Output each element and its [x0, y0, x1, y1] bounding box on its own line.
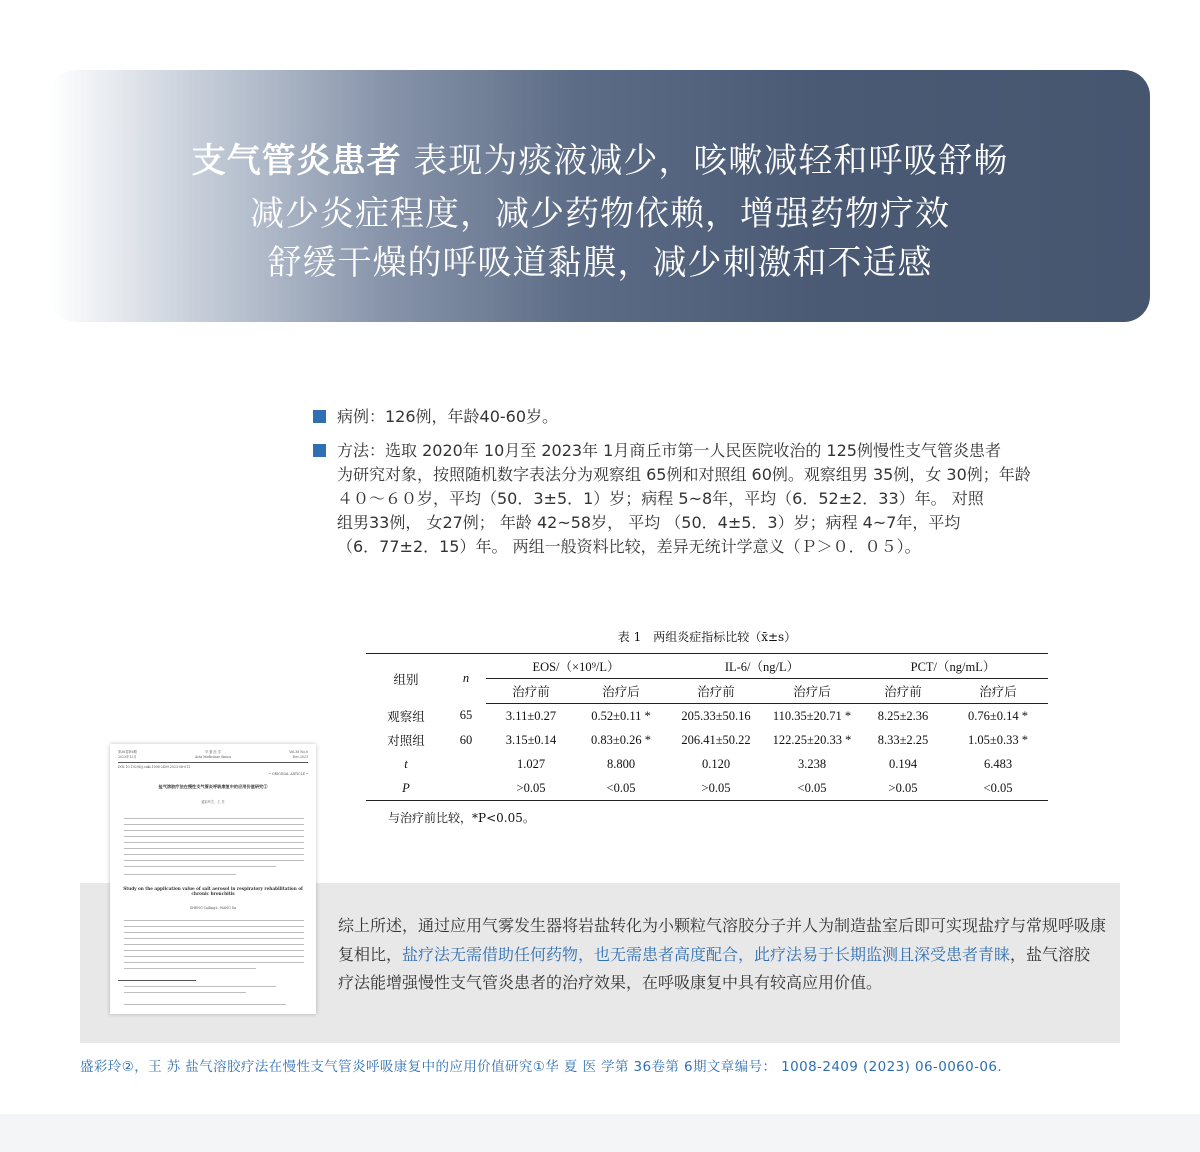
- table-row: [366, 776, 1048, 801]
- paper-header-right: Vol.36 No.6 Dec.2023: [289, 750, 308, 759]
- study-info: [313, 405, 1133, 569]
- table-caption: 表 1 两组炎症指标比较（x̄±s）: [617, 630, 797, 644]
- paper-text-line: [124, 860, 304, 861]
- banner-line-1: [0, 133, 1200, 182]
- cell: >0.05: [858, 776, 948, 801]
- paper-text-line: [124, 926, 304, 927]
- paper-text-line: [124, 866, 276, 867]
- subheader-after: 治疗后: [948, 679, 1048, 704]
- cell: 60: [459, 732, 473, 747]
- cell: 8.800: [606, 756, 636, 771]
- bullet-cases: [313, 405, 1133, 429]
- paper-text-line: [124, 874, 236, 875]
- cell: <0.05: [948, 776, 1048, 801]
- table-row: [366, 728, 1048, 752]
- cell: <0.05: [576, 776, 666, 801]
- paper-text-line: [124, 836, 304, 837]
- paper-text-line: [124, 962, 304, 963]
- cell: 0.83±0.26 *: [591, 732, 651, 747]
- subheader-before: 治疗前: [666, 679, 766, 704]
- header-il6: IL-6/（ng/L）: [666, 654, 858, 679]
- header-pct: PCT/（ng/mL）: [858, 654, 1048, 679]
- cell: 0.76±0.14 *: [968, 708, 1028, 723]
- paper-text-line: [124, 854, 304, 855]
- table-row: [366, 704, 1048, 729]
- paper-text-line: [124, 824, 304, 825]
- square-bullet-icon: [313, 444, 326, 457]
- header-group: 组别: [366, 654, 446, 704]
- paper-rule: [118, 980, 196, 981]
- paper-text-line: [124, 830, 304, 831]
- cell: <0.05: [766, 776, 858, 801]
- header-n: n: [446, 654, 486, 704]
- paper-text-line: [124, 920, 304, 921]
- paper-text-line: [124, 818, 304, 819]
- cell: 3.15±0.14: [505, 732, 557, 747]
- paper-text-line: [124, 944, 304, 945]
- subheader-after: 治疗后: [576, 679, 666, 704]
- cell: 3.11±0.27: [505, 708, 557, 723]
- paper-text-line: [124, 842, 304, 843]
- paper-text-line: [124, 932, 304, 933]
- paper-text-line: [124, 956, 304, 957]
- paper-text-line: [124, 950, 304, 951]
- cell: >0.05: [486, 776, 576, 801]
- cell: 65: [459, 708, 473, 723]
- summary-text: [338, 912, 1106, 998]
- citation: 盛彩玲②，王 苏 盐气溶胶疗法在慢性支气管炎呼吸康复中的应用价值研究①华 夏 医 学第 36卷第 6期文章编号： 1008-2409 (2023) 06-0060-06.: [80, 1059, 1003, 1075]
- stats-table: [366, 653, 1048, 801]
- paper-text-line: [124, 986, 276, 987]
- paper-text-line: [124, 992, 246, 993]
- paper-en-title: Study on the application value of salt aerosol in respiratory rehabilitation of chronic bronchitis: [123, 886, 303, 896]
- paper-doi: DOI:10.19296/j.cnki.1008-2409.2023-06-011: [118, 765, 191, 769]
- cell: 8.33±2.25: [877, 732, 929, 747]
- paper-rule: [118, 762, 308, 763]
- cell: 6.483: [983, 756, 1013, 771]
- cell: 1.05±0.33 *: [968, 732, 1028, 747]
- paper-text-line: [124, 968, 256, 969]
- cell: 0.120: [701, 756, 731, 771]
- row-label: P: [366, 776, 446, 801]
- paper-text-line: [124, 1004, 286, 1005]
- bullet-method: [313, 439, 1133, 559]
- table-header-row: [366, 654, 1048, 679]
- subheader-after: 治疗后: [766, 679, 858, 704]
- paper-text-line: [124, 938, 304, 939]
- cell: 205.33±50.16: [681, 708, 751, 723]
- paper-en-authors: SHENG Cailing②, WANG Su: [189, 906, 237, 910]
- subheader-before: 治疗前: [486, 679, 576, 704]
- banner-line-2: 减少炎症程度，减少药物依赖，增强药物疗效: [250, 194, 950, 234]
- paper-thumbnail: [110, 744, 316, 1014]
- paper-cn-authors: 盛彩玲②，王 苏: [201, 800, 225, 804]
- cell: 3.238: [797, 756, 827, 771]
- cell: 0.52±0.11 *: [591, 708, 651, 723]
- bullet-cases-text: 病例：126例，年龄40-60岁。: [337, 407, 559, 426]
- square-bullet-icon: [313, 410, 326, 423]
- paper-text-line: [124, 848, 304, 849]
- stats-table-block: [366, 628, 1048, 826]
- banner-highlight: 支气管炎患者: [191, 141, 402, 181]
- row-label: 观察组: [387, 709, 425, 724]
- cell: 206.41±50.22: [681, 732, 751, 747]
- header-eos: EOS/（×10⁹/L）: [486, 654, 666, 679]
- table-row: [366, 752, 1048, 776]
- cell: 122.25±20.33 *: [772, 732, 852, 747]
- cell: [446, 752, 486, 776]
- summary-highlight: 盐疗法无需借助任何药物，也无需患者高度配合，此疗法易于长期监测且深受患者青睐: [402, 944, 1011, 964]
- cell: 0.194: [888, 756, 918, 771]
- row-label: 对照组: [387, 734, 425, 748]
- footer-band: [0, 1114, 1200, 1152]
- banner-line-1-text: 表现为痰液减少，咳嗽减轻和呼吸舒畅: [401, 141, 1009, 181]
- cell: 110.35±20.71 *: [772, 708, 852, 723]
- row-label: t: [404, 756, 408, 771]
- cell: 8.25±2.36: [877, 708, 929, 723]
- table-note: 与治疗前比较，*P<0.05。: [388, 811, 535, 825]
- bullet-method-text: 方法：选取 2020年 10月至 2023年 1月商丘市第一人民医院收治的 125例慢性支气管炎患者 为研究对象，按照随机数字表法分为观察组 65例和对照组 60例。观察组男 35例，女 30例；年龄 ４０～６０岁，平均（50．3±5．1）岁；病程 5~8年，平均（6．52±2．33）年。 对照 组男33例， 女27例； 年龄 42~58岁， 平均 （50．4±5．3）岁；病程 4~7年，平均 （6．77±2．15）年。 两组一般资料比较，差异无统计学意义（Ｐ＞０．０５）。: [337, 441, 1031, 556]
- summary-part-2: ，盐气溶胶疗法能增强慢性支气管炎患者的治疗效果，在呼吸康复中具有较高应用价值。: [338, 944, 1091, 992]
- paper-header-center: 华 夏 医 学 Acta Medicinae Sinica: [194, 750, 232, 759]
- subheader-before: 治疗前: [858, 679, 948, 704]
- cell: [446, 776, 486, 801]
- paper-header-left: 第36卷第6期 2023年12月: [118, 750, 137, 759]
- paper-cn-title: 盐气溶胶疗法在慢性支气管炎呼吸康复中的应用价值研究①: [158, 784, 268, 789]
- banner-line-3: 舒缓干燥的呼吸道黏膜，减少刺激和不适感: [267, 243, 933, 283]
- cell: >0.05: [666, 776, 766, 801]
- paper-tag: • ORIGINAL ARTICLE •: [269, 772, 308, 776]
- summary-part-1: 综上所述，通过应用气雾发生器将岩盐转化为小颗粒气溶胶分子并人为制造盐室后即可实现盐疗与常规呼吸康复相比，: [338, 916, 1107, 964]
- cell: 1.027: [516, 756, 546, 771]
